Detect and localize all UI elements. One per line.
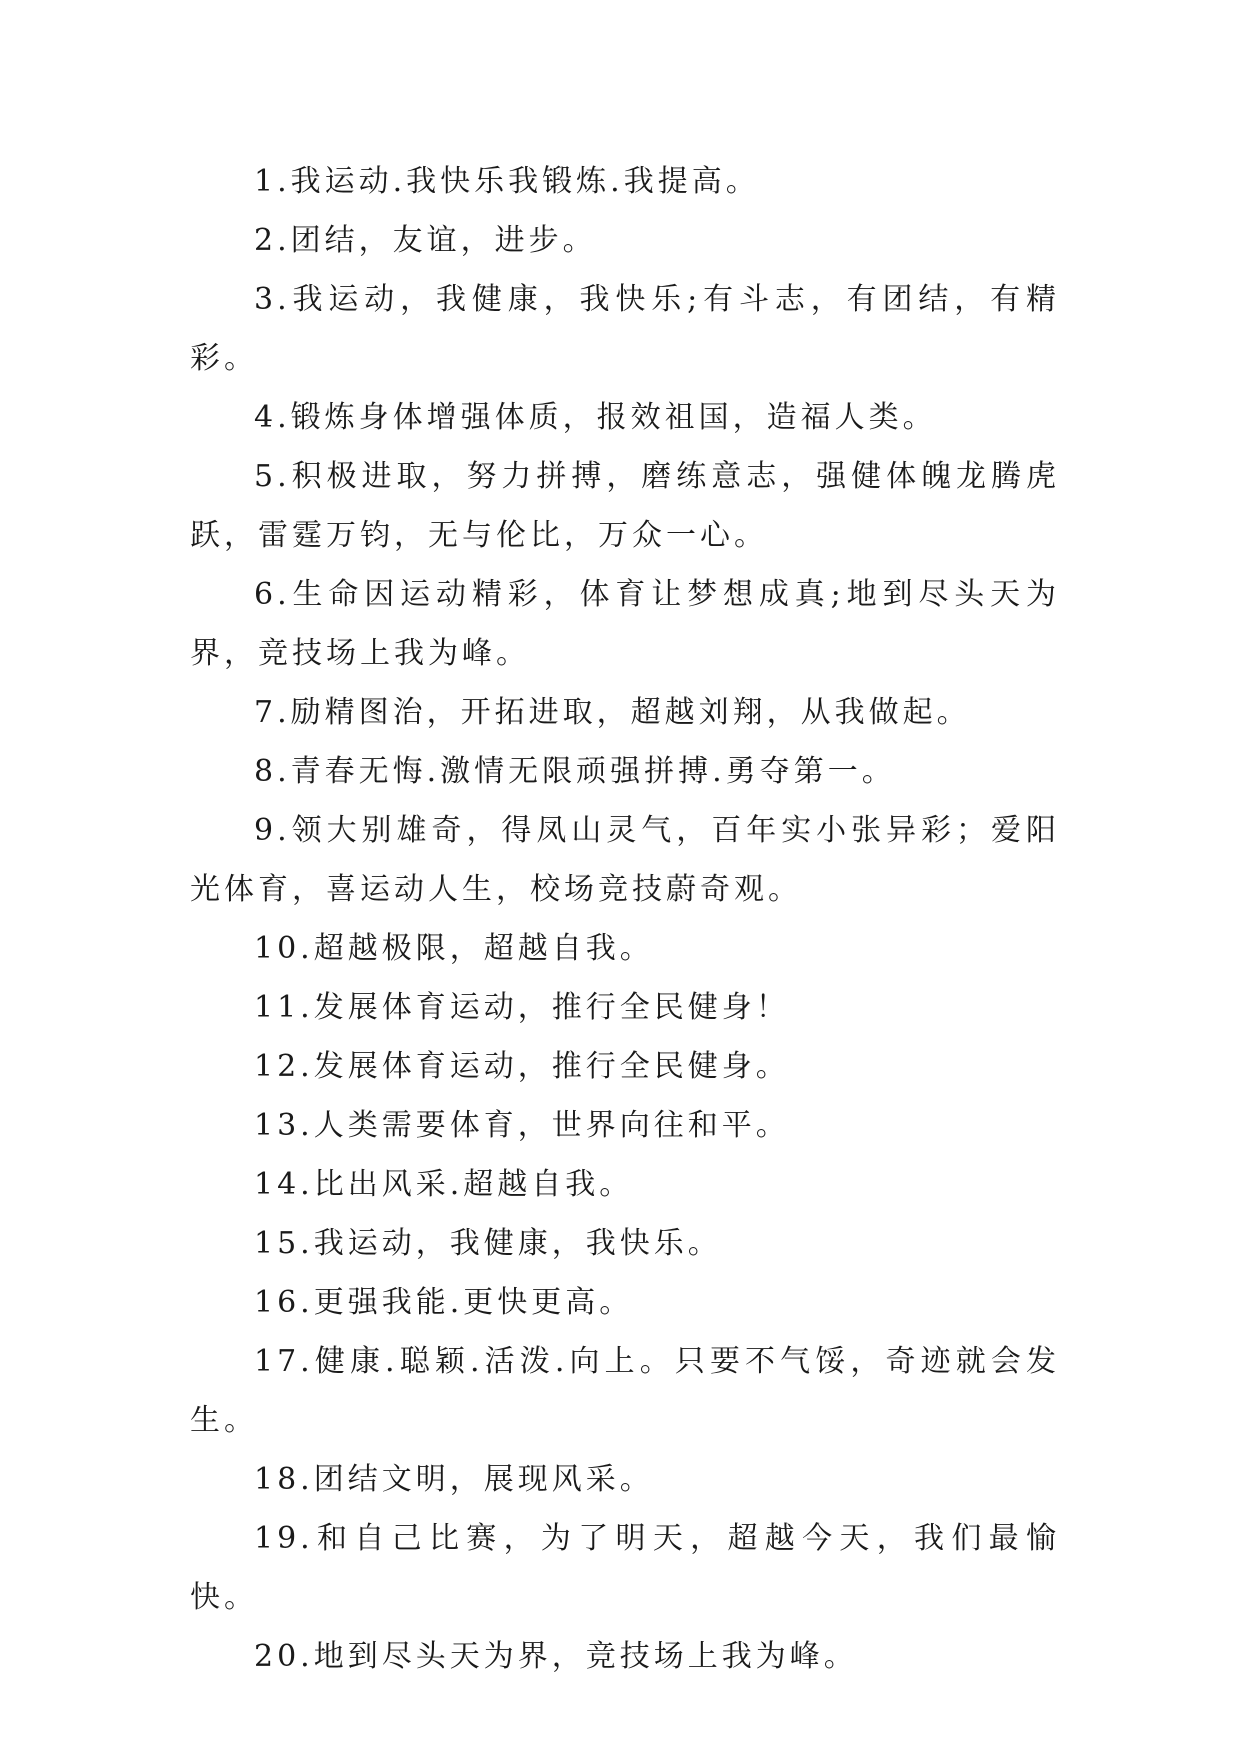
list-item: 17.健康.聪颖.活泼.向上。只要不气馁，奇迹就会发生。 xyxy=(190,1344,1060,1438)
list-item: 16.更强我能.更快更高。 xyxy=(254,1285,634,1320)
list-item: 13.人类需要体育，世界向往和平。 xyxy=(254,1108,790,1143)
list-item: 2.团结，友谊，进步。 xyxy=(254,223,597,258)
list-item: 4.锻炼身体增强体质，报效祖国，造福人类。 xyxy=(254,400,937,435)
list-item: 7.励精图治，开拓进取，超越刘翔，从我做起。 xyxy=(254,695,971,730)
list-item: 1.我运动.我快乐我锻炼.我提高。 xyxy=(254,164,760,199)
list-item: 3.我运动，我健康，我快乐;有斗志，有团结，有精彩。 xyxy=(190,282,1060,376)
list-item: 8.青春无悔.激情无限顽强拼搏.勇夺第一。 xyxy=(254,754,896,789)
list-item: 19.和自己比赛，为了明天，超越今天，我们最愉快。 xyxy=(190,1521,1060,1615)
list-item: 9.领大别雄奇，得凤山灵气，百年实小张异彩；爱阳光体育，喜运动人生，校场竞技蔚奇观。 xyxy=(190,813,1060,907)
list-item: 12.发展体育运动，推行全民健身。 xyxy=(254,1049,790,1084)
slogan-list xyxy=(190,152,1060,1686)
list-item: 11.发展体育运动，推行全民健身！ xyxy=(254,990,790,1025)
list-item: 10.超越极限，超越自我。 xyxy=(254,931,654,966)
list-item: 15.我运动，我健康，我快乐。 xyxy=(254,1226,722,1261)
list-item: 18.团结文明，展现风采。 xyxy=(254,1462,654,1497)
list-item: 14.比出风采.超越自我。 xyxy=(254,1167,634,1202)
list-item: 5.积极进取，努力拼搏，磨练意志，强健体魄龙腾虎跃，雷霆万钧，无与伦比，万众一心。 xyxy=(190,459,1060,553)
list-item: 6.生命因运动精彩，体育让梦想成真;地到尽头天为界，竞技场上我为峰。 xyxy=(190,577,1060,671)
list-item: 20.地到尽头天为界，竞技场上我为峰。 xyxy=(254,1639,858,1674)
